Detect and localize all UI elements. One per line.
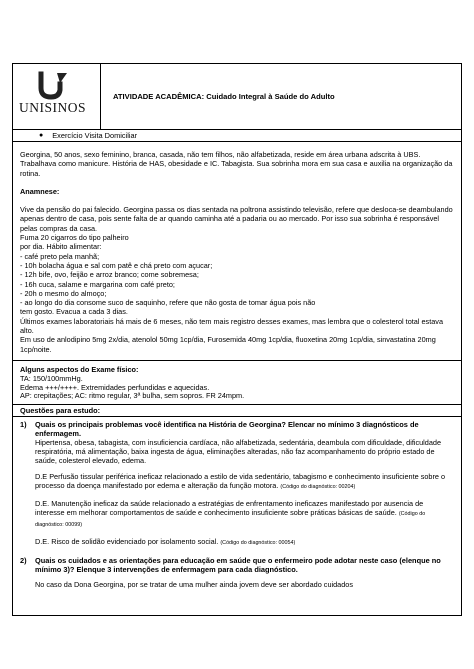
diagnosis-2: [35, 499, 454, 530]
anamnese-line: - ao longo do dia consome suco de saquinho, refere que não gosta de tomar água pois não: [20, 298, 316, 308]
anamnese-line: por dia. Hábito alimentar:: [20, 242, 102, 252]
question-2-answer: [20, 574, 454, 589]
document-sheet: [12, 63, 462, 616]
diagnosis-3: [35, 537, 454, 548]
diagnosis-code: (Código do diagnóstico: 00054): [220, 540, 296, 547]
diagnosis-code: (Código do diagnóstico: 00099): [35, 511, 426, 529]
anamnese-line: - 12h bife, ovo, feijão e arroz branco; come sobremesa;: [20, 270, 199, 280]
exam-line: TA: 150/100mmHg.: [20, 373, 83, 383]
diagnosis-1: [35, 472, 454, 492]
question-number: 1): [20, 420, 27, 430]
case-intro: Georgina, 50 anos, sexo feminino, branca, casada, não tem filhos, não alfabetizada, reside em área urbana adscrita à UBS. Trabalhava como manicure. História de HAS, obesidade e IC. Tabagista. Sua sobrinha mora em sua casa e auxilia na organização da rotina.: [20, 150, 453, 178]
header-row: [12, 63, 462, 129]
anamnese-line: Últimos exames laboratoriais há mais de 6 meses, não tem mais registro desses exames, mas lembra que o colesterol total estava alto.: [20, 316, 443, 336]
diagnosis-text: D.E. Manutenção ineficaz da saúde relacionado a estratégias de enfrentamento ineficazes manifestado por ausencia de interesse em melhorar comportamentos de saúde e conhecimento insuficiente sobre práticas básicas de saúde.: [35, 499, 424, 518]
question-number: 2): [20, 556, 27, 566]
anamnese-line: - café preto pela manhã;: [20, 251, 100, 261]
unisinos-emblem-icon: [33, 70, 79, 100]
unisinos-logo: [13, 64, 101, 130]
anamnese-line: - 20h o mesmo do almoço;: [20, 288, 107, 298]
question-text: Quais os principais problemas você identifica na História de Georgina? Elencar no mínimo 3 diagnósticos de enfermagem.: [35, 420, 419, 439]
exam-line: AP: crepitações; AC: ritmo regular, 3ª bulha, sem sopros. FR 24mpm.: [20, 391, 245, 401]
anamnese-line: - 16h cuca, salame e margarina com café preto;: [20, 279, 175, 289]
diagnosis-code: (Código do diagnóstico: 00204): [280, 484, 356, 491]
anamnese-line: Vive da pensão do pai falecido. Georgina passa os dias sentada na poltrona assistindo televisão, refere que desloca-se deambulando apenas dentro de casa, pois sente falta de ar quando caminha até a padaria ou ao mercado. Por isso sua sobrinha é responsável pelas compras da casa.: [20, 205, 453, 233]
anamnese-line: - 10h bolacha água e sal com patê e chá preto com açucar;: [20, 260, 213, 270]
logo-wordmark: UNISINOS: [19, 99, 87, 115]
page-title: ATIVIDADE ACADÊMICA: Cuidado Integral à Saúde do Adulto: [113, 92, 335, 101]
exercise-row: [12, 129, 462, 141]
answer-paragraph: Hipertensa, obesa, tabagista, com insuficiencia cardíaca, não alfabetizada, sedentária, deambula com dificuldade, dificuldade respiratória, má alimentação, baixa ingesta de água, eliminações alteradas, não faz acompanhamento do próprio estado de saúde, colesterol elevado, edema.: [35, 438, 442, 466]
diagnosis-text: D.E. Risco de solidão evidenciado por isolamento social.: [35, 537, 219, 547]
study-questions-heading: Questões para estudo:: [12, 404, 462, 416]
case-section: [12, 141, 462, 360]
question-text: Quais os cuidados e as orientações para educação em saúde que o enfermeiro pode adotar neste caso (elenque no mínimo 3)? Elenque 3 intervenções de enfermagem para cada diagnóstico.: [35, 556, 441, 575]
bullet-icon: ●: [39, 132, 44, 139]
physical-exam-section: [12, 360, 462, 404]
diagnosis-text: D.E Perfusão tissular periférica ineficaz relacionado a estilo de vida sedentário, tabagismo e conhecimento insuficiente sobre o processo da doença manifestado por edema e alteração da função motora.: [35, 472, 446, 491]
question-1-title: [20, 420, 454, 438]
exercise-label: Exercício Visita Domiciliar: [52, 131, 138, 140]
anamnese-line: Em uso de anlodipino 5mg 2x/dia, atenolol 50mg 1cp/dia, Furosemida 40mg 1cp/dia, fluoxetina 20mg 1cp/dia, sinvastatina 20mg 1cp/noite.: [20, 335, 436, 354]
study-questions-section: [12, 416, 462, 616]
anamnese-line: Fuma 20 cigarros do tipo palheiro: [20, 233, 129, 243]
anamnese-line: tem gosto. Evacua a cada 3 dias.: [20, 307, 128, 317]
anamnese-title: Anamnese:: [20, 186, 60, 196]
exam-title: Alguns aspectos do Exame físico:: [20, 364, 139, 374]
question-2-title: [20, 556, 454, 574]
answer-paragraph: No caso da Dona Georgina, por se tratar de uma mulher ainda jovem deve ser abordado cuidados: [35, 580, 354, 590]
question-1-answer: [20, 438, 454, 548]
exam-line: Edema +++/++++. Extremidades perfundidas e aquecidas.: [20, 382, 210, 392]
